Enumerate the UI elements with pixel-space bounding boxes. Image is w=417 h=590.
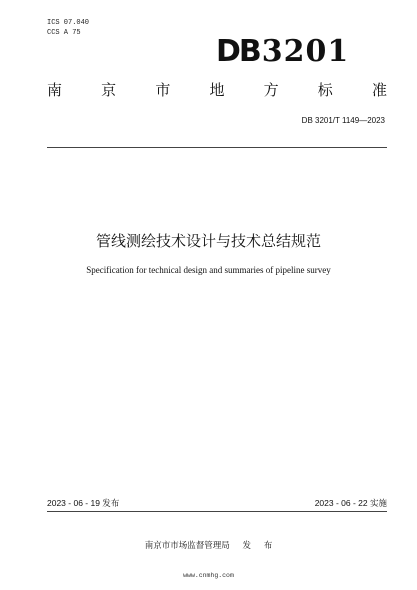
standard-type xyxy=(47,80,387,100)
implementation-date: 2023 - 06 - 22 实施 xyxy=(314,498,387,508)
classification-codes xyxy=(47,18,89,38)
logo-number: 3201 xyxy=(261,34,350,69)
watermark: www.cnmhg.com xyxy=(183,572,234,579)
publisher: 南京市市场监督管理局 发 布 xyxy=(144,541,273,551)
issue-date: 2023 - 06 - 19 发布 xyxy=(47,498,120,508)
db-logo xyxy=(216,34,350,69)
ccs-code: CCS A 75 xyxy=(47,29,81,37)
standard-type-char: 南 xyxy=(47,81,63,99)
standard-type-char: 地 xyxy=(209,81,225,99)
logo-prefix: DB xyxy=(216,34,260,69)
standard-number: DB 3201/T 1149—2023 xyxy=(301,116,385,125)
standard-type-char: 方 xyxy=(263,81,279,99)
standard-type-char: 市 xyxy=(155,81,171,99)
bottom-divider xyxy=(47,511,387,512)
title-english: Specification for technical design and summaries of pipeline survey xyxy=(86,265,331,275)
standard-type-char: 准 xyxy=(371,81,387,99)
standard-type-char: 标 xyxy=(317,81,333,99)
standard-type-char: 京 xyxy=(101,81,117,99)
title-chinese: 管线测绘技术设计与技术总结规范 xyxy=(95,232,321,250)
ics-code: ICS 07.040 xyxy=(47,19,90,27)
top-divider xyxy=(47,147,387,148)
